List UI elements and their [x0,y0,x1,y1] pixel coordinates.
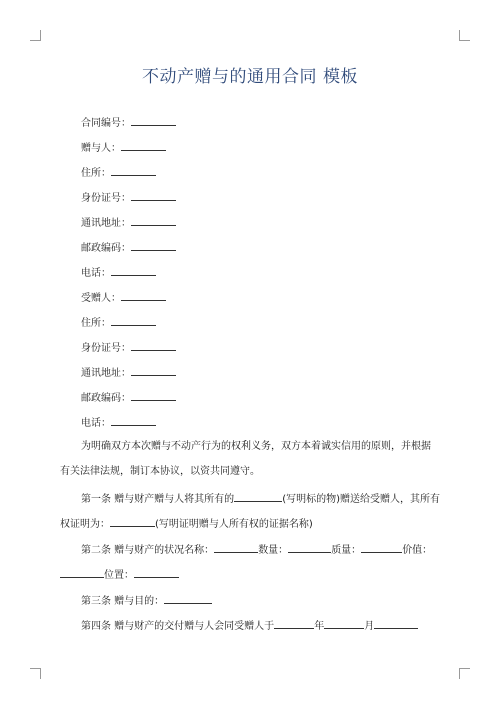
field-label: 赠与人： [81,143,121,154]
article-2-line-1 [81,542,432,558]
field-label: 合同编号： [81,118,131,129]
blank-line [121,290,166,301]
field-donee-id [81,340,176,356]
field-label: 受赠人： [81,293,121,304]
article-3-text: 第三条 赠与目的： [81,596,165,607]
blank-line [60,567,104,578]
field-donee [81,290,166,306]
blank-line [134,567,179,578]
field-label: 邮政编码： [81,393,131,404]
field-donor-postcode [81,240,176,256]
article-4-line [81,618,418,634]
blank-line [121,140,166,151]
blank-line [324,618,364,629]
field-donee-address [81,315,156,331]
field-donor-address [81,165,156,181]
field-label: 住所： [81,168,111,179]
blank-line [131,240,176,251]
article-2-text-e: 位置： [104,570,134,581]
field-donee-postcode [81,390,176,406]
intro-line-2: 有关法律法规，制订本协议，以资共同遵守。 [60,466,260,477]
blank-line [111,165,156,176]
field-label: 身份证号： [81,343,131,354]
field-label: 电话： [81,418,111,429]
field-donor [81,140,166,156]
article-3-line [81,593,212,609]
field-donor-mailing-address [81,215,176,231]
crop-mark-bottom-right [459,668,470,679]
blank-line [288,542,331,553]
field-donor-id [81,190,176,206]
field-donor-phone [81,265,156,281]
article-1-text-b: (写明标的物)赠送给受赠人，其所有 [282,494,440,505]
article-4-text-c: 月 [364,621,375,632]
field-label: 邮政编码： [81,243,131,254]
article-2-text-d: 价值： [402,545,433,556]
field-label: 通讯地址： [81,368,131,379]
blank-line [274,618,314,629]
field-label: 身份证号： [81,193,131,204]
blank-line [164,593,212,604]
blank-line [111,315,156,326]
blank-line [131,340,176,351]
article-4-text-a: 第四条 赠与财产的交付赠与人会同受赠人于 [81,621,275,632]
blank-line [214,542,258,553]
article-2-text-c: 质量： [331,545,362,556]
blank-line [374,618,418,629]
intro-line-1: 为明确双方本次赠与不动产行为的权利义务，双方本着诚实信用的原则，并根据 [81,441,431,452]
field-label: 电话： [81,268,111,279]
field-label: 通讯地址： [81,218,131,229]
field-donee-mailing-address [81,365,176,381]
article-4-text-b: 年 [314,621,325,632]
field-label: 住所： [81,318,111,329]
field-contract-number [81,115,176,131]
blank-line [131,190,176,201]
blank-line [361,542,402,553]
crop-mark-top-left [30,30,41,41]
blank-line [131,115,176,126]
article-2-line-2 [60,567,179,583]
article-2-text-b: 数量： [258,545,289,556]
blank-line [131,365,176,376]
article-1-text-c: 权证明为： [60,519,110,530]
blank-line [131,215,176,226]
article-1-line-2 [60,516,313,532]
article-1-text-d: (写明证明赠与人所有权的证据名称) [155,519,313,530]
crop-mark-top-right [459,30,470,41]
article-1-line-1 [81,491,440,507]
document-title: 不动产赠与的通用合同 模板 [142,67,358,87]
blank-line [131,390,176,401]
blank-line [110,516,155,527]
field-donee-phone [81,415,156,431]
article-1-text-a: 第一条 赠与财产赠与人将其所有的 [81,494,235,505]
crop-mark-bottom-left [30,668,41,679]
article-2-text-a: 第二条 赠与财产的状况名称： [81,545,215,556]
blank-line [234,491,282,502]
blank-line [111,415,156,426]
blank-line [111,265,156,276]
